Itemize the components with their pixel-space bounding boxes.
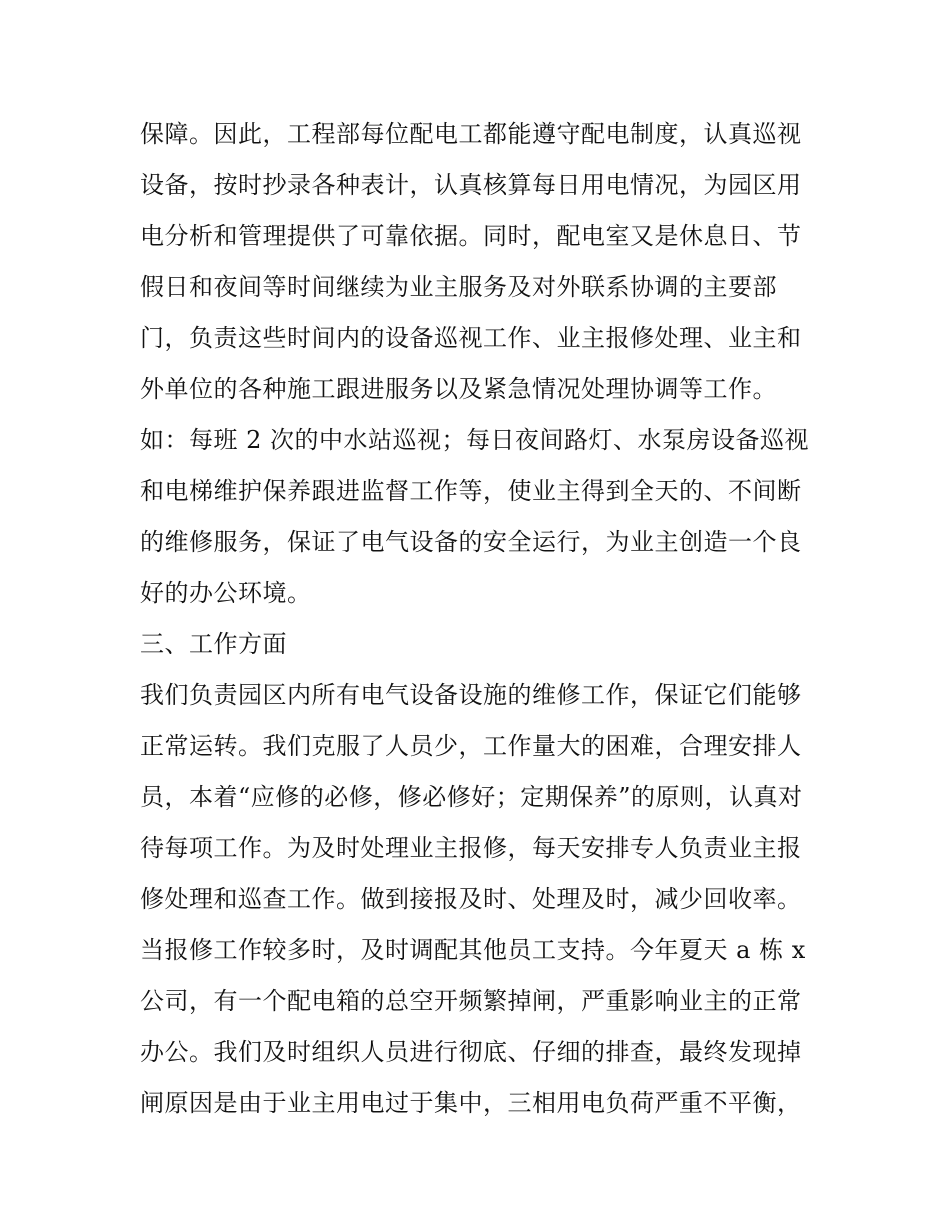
text-line: 外单位的各种施工跟进服务以及紧急情况处理协调等工作。 [140,375,777,403]
section-heading: 三、工作方面 [140,630,287,658]
text-line: 员，本着“应修的必修，修必修好；定期保养”的原则，认真对 [140,783,803,811]
text-line: 保障。因此，工程部每位配电工都能遵守配电制度，认真巡视 [140,120,802,148]
text-line: 好的办公环境。 [140,579,312,607]
text-line: 电分析和管理提供了可靠依据。同时，配电室又是休息日、节 [140,222,802,250]
text-line: 如：每班 2 次的中水站巡视；每日夜间路灯、水泵房设备巡视 [140,426,810,454]
text-line: 当报修工作较多时，及时调配其他员工支持。今年夏天 a 栋 x [140,936,806,964]
text-line: 的维修服务，保证了电气设备的安全运行，为业主创造一个良 [140,528,802,556]
text-line: 假日和夜间等时间继续为业主服务及对外联系协调的主要部 [140,273,777,301]
text-line: 公司，有一个配电箱的总空开频繁掉闸，严重影响业主的正常 [140,987,802,1015]
text-line: 我们负责园区内所有电气设备设施的维修工作，保证它们能够 [140,681,802,709]
text-line: 闸原因是由于业主用电过于集中，三相用电负荷严重不平衡， [140,1089,802,1117]
text-line: 修处理和巡查工作。做到接报及时、处理及时，减少回收率。 [140,885,802,913]
text-line: 正常运转。我们克服了人员少，工作量大的困难，合理安排人 [140,732,802,760]
text-line: 待每项工作。为及时处理业主报修，每天安排专人负责业主报 [140,834,802,862]
text-line: 办公。我们及时组织人员进行彻底、仔细的排查，最终发现掉 [140,1038,802,1066]
text-line: 设备，按时抄录各种表计，认真核算每日用电情况，为园区用 [140,171,802,199]
text-line: 门，负责这些时间内的设备巡视工作、业主报修处理、业主和 [140,324,802,352]
body-text [140,109,820,1129]
text-line: 和电梯维护保养跟进监督工作等，使业主得到全天的、不间断 [140,477,802,505]
